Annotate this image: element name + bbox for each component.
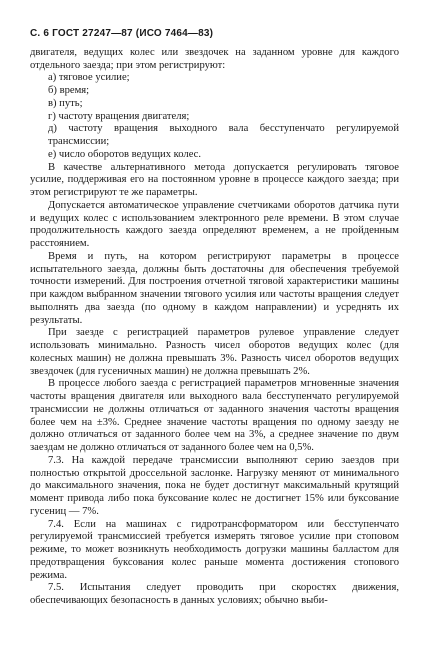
- list-item: г) частоту вращения двигателя;: [48, 110, 190, 122]
- body-paragraph: Время и путь, на котором регистрируют параметры в процессе испытательного заезда, должны быть достаточны для обеспечения требуемой точности измерений. Для построения отчетной тяговой характеристики машины при каждом выбранном значении тягового усилия или частоты вращения следует выполнять два заезда (по одному в каждом направлении) и усреднять их результаты.: [30, 250, 399, 326]
- list-item: д) частоту вращения выходного вала бесступенчато регулируемой трансмиссии;: [48, 123, 399, 147]
- section-7-4: 7.4. Если на машинах с гидротрансформатором или бесступенчато регулируемой трансмиссией требуется измерять тяговое усилие при стоповом режиме, то может возникнуть необходимость догрузки машины балластом для предотвращения буксования колес раньше момента достижения стопового режима.: [30, 518, 399, 581]
- body-paragraph: В качестве альтернативного метода допускается регулировать тяговое усилие, поддерживая его на постоянном уровне в процессе каждого заезда; при этом регистрируют те же параметры.: [30, 161, 399, 198]
- page-header: С. 6 ГОСТ 27247—87 (ИСО 7464—83): [30, 28, 214, 39]
- list-item: е) число оборотов ведущих колес.: [48, 148, 202, 160]
- body-paragraph: В процессе любого заезда с регистрацией параметров мгновенные значения частоты вращения двигателя или выходного вала бесступенчато регулируемой трансмиссии не должны отличаться от заданного значения частоты вращения более чем на ±3%. Среднее значение частоты вращения по одному заезду не должно отличаться от заданного более чем на 3%, а среднее значение по двум заездам не должно отличаться от заданного более чем на 0,5%.: [30, 378, 399, 453]
- list-item: в) путь;: [48, 97, 83, 109]
- intro-paragraph: двигателя, ведущих колес или звездочек на заданном уровне для каждого отдельного заезда; при этом регистрируют:: [30, 46, 399, 71]
- section-7-3: 7.3. На каждой передаче трансмиссии выполняют серию заездов при полностью открытой дроссельной заслонке. Нагрузку меняют от минимального до максимального значения, пока не будет достигнут максимальный крутящий момент привода либо пока буксование колес не достигнет 15% или буксование гусениц — 7%.: [30, 454, 399, 517]
- section-7-5: 7.5. Испытания следует проводить при скоростях движения, обеспечивающих безопасность в данных условиях; обычно выби-: [30, 582, 399, 606]
- list-item: б) время;: [48, 85, 90, 96]
- body-paragraph: Допускается автоматическое управление счетчиками оборотов датчика пути и ведущих колес с использованием электронного реле времени. В этом случае продолжительность каждого заезда определяют временем, а не пройденным расстоянием.: [30, 199, 399, 249]
- parameter-list: [30, 72, 399, 161]
- list-item: а) тяговое усилие;: [48, 72, 130, 84]
- body-paragraph: При заезде с регистрацией параметров рулевое управление следует использовать минимально. Разность чисел оборотов ведущих колес (для колесных машин) не должна превышать 3%. Разность чисел оборотов ведущих звездочек (для гусеничных машин) не должна превышать 2%.: [30, 327, 399, 377]
